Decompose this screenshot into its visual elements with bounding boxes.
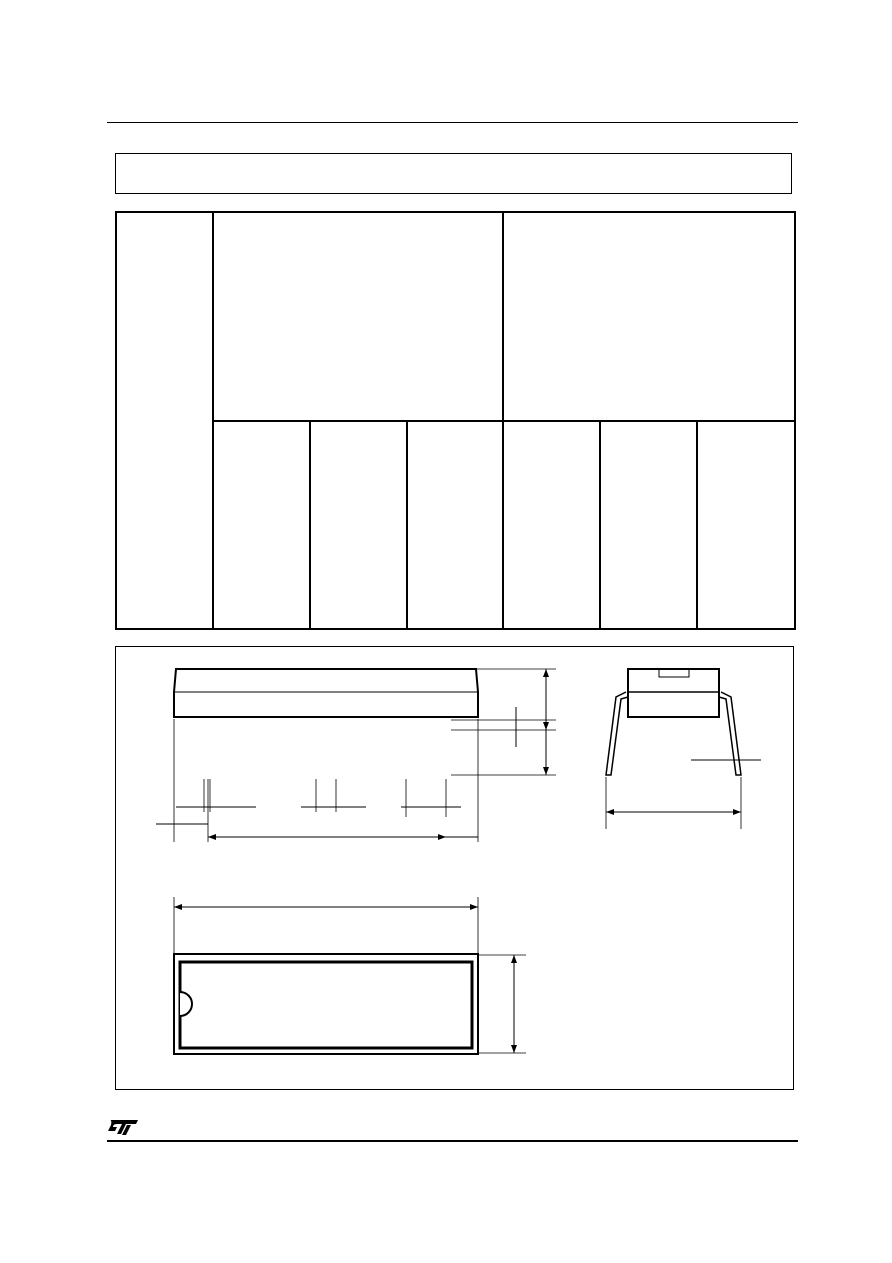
side-view-body (174, 669, 478, 717)
subheader-cell (503, 421, 600, 630)
header-rule (107, 122, 798, 123)
subheader-cell (600, 421, 697, 630)
subheader-cell (310, 421, 407, 630)
subheader-cell (697, 421, 795, 630)
pin1-notch (180, 992, 192, 1016)
header-dim (116, 212, 213, 629)
footer-rule (107, 1140, 798, 1142)
table-title-box (115, 153, 792, 194)
end-view-body (628, 669, 719, 717)
table-subheader-row (116, 421, 795, 630)
table-header-row (116, 212, 795, 421)
st-logo-icon (107, 1115, 141, 1137)
top-view-body (174, 954, 478, 1054)
subheader-cell (213, 421, 310, 630)
header-group-inch (503, 212, 795, 421)
package-drawing (115, 646, 794, 1090)
header-group-mm (213, 212, 503, 421)
subheader-cell (407, 421, 503, 630)
dimensions-table (115, 211, 796, 630)
package-outline-diagram (116, 647, 795, 1091)
